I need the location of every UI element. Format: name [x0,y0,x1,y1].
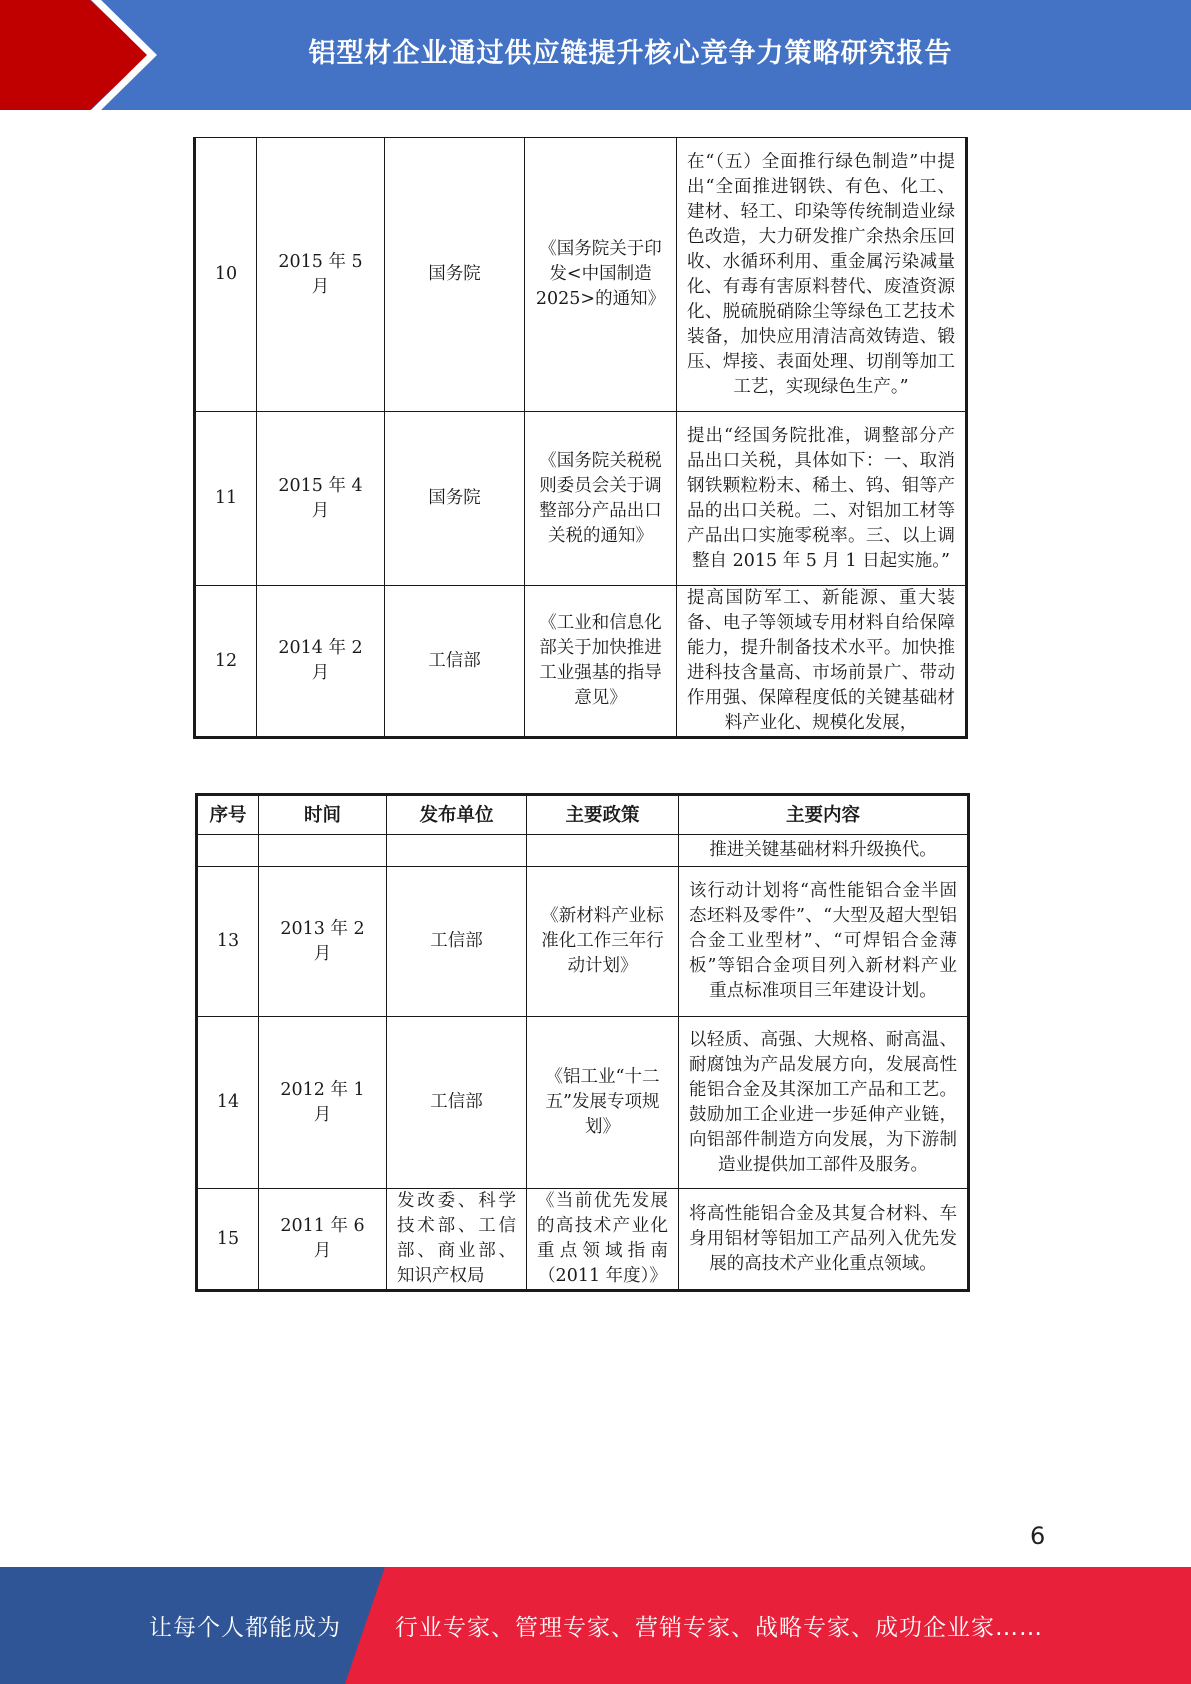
row-content: 提高国防军工、新能源、重大装备、电子等领域专用材料自给保障能力，提升制备技术水平。加快推进科技含量高、市场前景广、带动作用强、保障程度低的关键基础材料产业化、规模化发展， [677,586,967,738]
row-issuer: 工信部 [387,867,527,1017]
row-issuer: 工信部 [385,586,525,738]
row-issuer: 工信部 [387,1017,527,1189]
footer-slogan-right: 行业专家、管理专家、营销专家、战略专家、成功企业家…… [395,1615,1043,1641]
row-policy: 《当前优先发展的高技术产业化重点领域指南（2011 年度）》 [527,1189,679,1291]
table-row [195,138,967,412]
header-number: 序号 [197,795,259,835]
row-date: 2013 年 2 月 [259,867,387,1017]
footer-slogan-left: 让每个人都能成为 [149,1615,341,1641]
row-policy: 《国务院关于印发<中国制造2025>的通知》 [525,138,677,412]
row-content: 将高性能铝合金及其复合材料、车身用铝材等铝加工产品列入优先发展的高技术产业化重点领域。 [679,1189,969,1291]
header-policy: 主要政策 [527,795,679,835]
row-number: 12 [195,586,257,738]
header-content: 主要内容 [679,795,969,835]
table-row-continuation [197,835,969,867]
row-content: 推进关键基础材料升级换代。 [679,835,969,867]
page-header [0,0,1191,110]
table-row [197,867,969,1017]
row-policy: 《国务院关税税则委员会关于调整部分产品出口关税的通知》 [525,412,677,586]
row-date: 2015 年 5 月 [257,138,385,412]
row-date: 2015 年 4 月 [257,412,385,586]
policy-table-continued [193,137,968,739]
row-number: 13 [197,867,259,1017]
row-policy: 《新材料产业标准化工作三年行动计划》 [527,867,679,1017]
page-footer [0,1567,1191,1684]
table-row [195,412,967,586]
row-number: 15 [197,1189,259,1291]
table-row [197,1017,969,1189]
table-header-row [197,795,969,835]
table-row [195,586,967,738]
header-issuer: 发布单位 [387,795,527,835]
row-policy: 《工业和信息化部关于加快推进工业强基的指导意见》 [525,586,677,738]
row-number: 14 [197,1017,259,1189]
row-content: 以轻质、高强、大规格、耐高温、耐腐蚀为产品发展方向，发展高性能铝合金及其深加工产品和工艺。鼓励加工企业进一步延伸产业链，向铝部件制造方向发展，为下游制造业提供加工部件及服务。 [679,1017,969,1189]
table-row [197,1189,969,1291]
policy-table [195,793,970,1292]
page-number: 6 [1030,1522,1046,1550]
report-title: 铝型材企业通过供应链提升核心竞争力策略研究报告 [308,37,953,69]
row-number: 11 [195,412,257,586]
row-date: 2011 年 6 月 [259,1189,387,1291]
header-date: 时间 [259,795,387,835]
row-date: 2014 年 2 月 [257,586,385,738]
row-number: 10 [195,138,257,412]
row-date: 2012 年 1 月 [259,1017,387,1189]
row-issuer: 国务院 [385,138,525,412]
row-content: 提出“经国务院批准，调整部分产品出口关税，具体如下：一、取消钢铁颗粒粉末、稀土、钨、钼等产品的出口关税。二、对铝加工材等产品出口实施零税率。三、以上调整自 2015 年 5 月 1 日起实施。” [677,412,967,586]
row-issuer: 国务院 [385,412,525,586]
row-policy: 《铝工业“十二五”发展专项规划》 [527,1017,679,1189]
row-issuer: 发改委、科学技术部、工信部、商业部、知识产权局 [387,1189,527,1291]
row-content: 在“（五）全面推行绿色制造”中提出“全面推进钢铁、有色、化工、建材、轻工、印染等传统制造业绿色改造，大力研发推广余热余压回收、水循环利用、重金属污染减量化、有毒有害原料替代、废渣资源化、脱硫脱硝除尘等绿色工艺技术装备，加快应用清洁高效铸造、锻压、焊接、表面处理、切削等加工工艺，实现绿色生产。” [677,138,967,412]
row-content: 该行动计划将“高性能铝合金半固态坯料及零件”、“大型及超大型铝合金工业型材”、“可焊铝合金薄板”等铝合金项目列入新材料产业重点标准项目三年建设计划。 [679,867,969,1017]
